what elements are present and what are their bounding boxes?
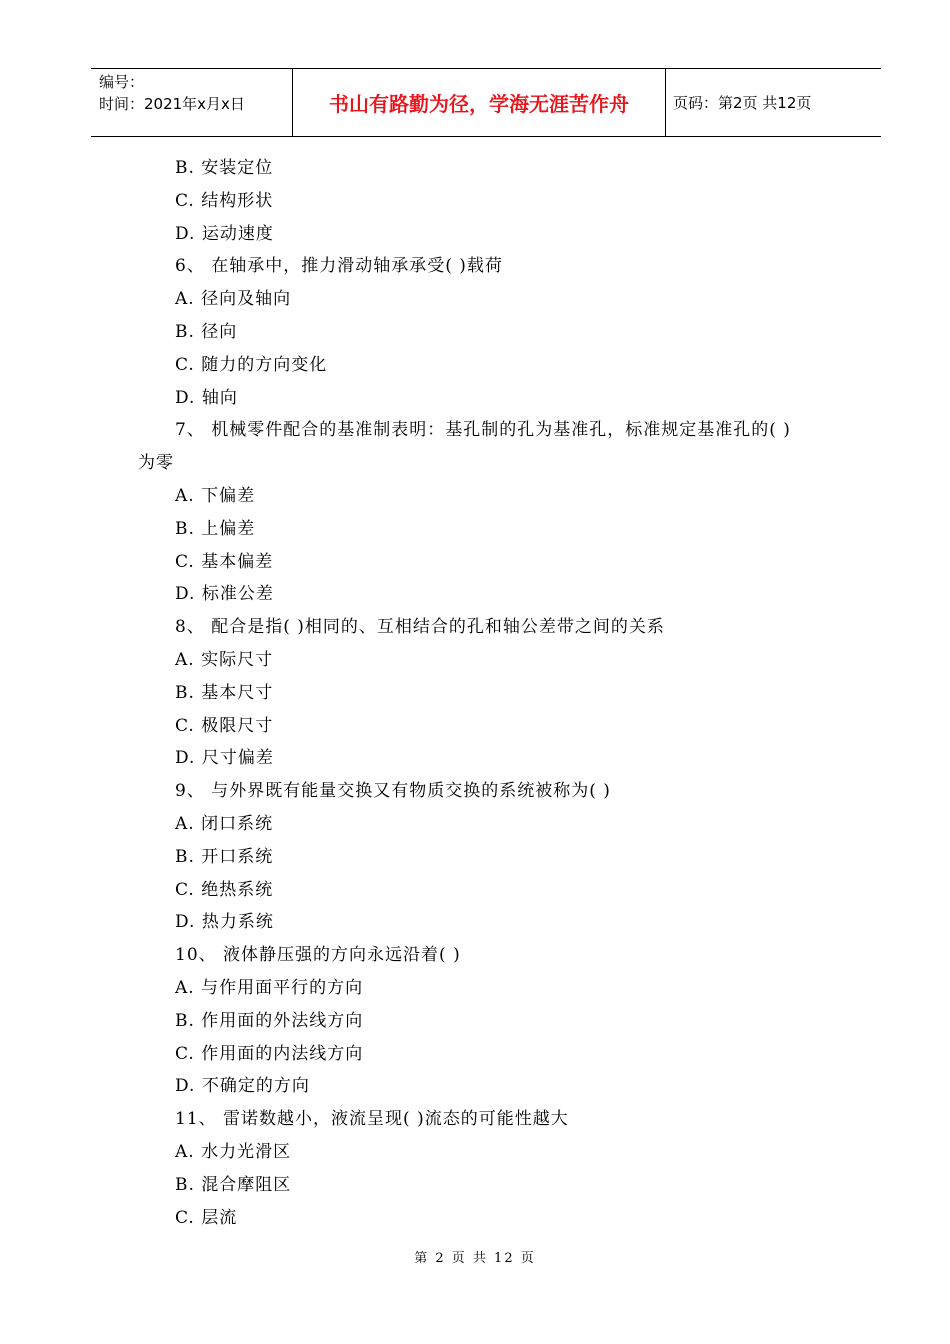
answer-option: B. 径向 xyxy=(175,322,238,342)
header-motto: 书山有路勤为径，学海无涯苦作舟 xyxy=(329,92,629,116)
answer-option: A. 与作用面平行的方向 xyxy=(175,978,364,998)
answer-option: D. 尺寸偏差 xyxy=(175,748,274,769)
answer-option: B. 混合摩阻区 xyxy=(175,1174,292,1195)
answer-option: A. 水力光滑区 xyxy=(175,1142,292,1162)
number-label: 编号： xyxy=(99,73,145,91)
question-text: 6、 在轴承中，推力滑动轴承承受( )载荷 xyxy=(175,256,503,277)
answer-option: C. 层流 xyxy=(175,1207,238,1228)
question-continuation: 为零 xyxy=(138,453,174,474)
question-text: 11、 雷诺数越小，液流呈现( )流态的可能性越大 xyxy=(175,1109,569,1130)
answer-option: B. 安装定位 xyxy=(175,158,274,178)
answer-option: C. 作用面的内法线方向 xyxy=(175,1043,364,1064)
answer-option: B. 作用面的外法线方向 xyxy=(175,1010,364,1031)
answer-option: D. 轴向 xyxy=(175,387,238,408)
answer-option: D. 标准公差 xyxy=(175,584,274,605)
page-footer: 第 2 页 共 12 页 xyxy=(414,1251,536,1266)
answer-option: B. 上偏差 xyxy=(175,518,256,539)
answer-option: D. 热力系统 xyxy=(175,912,274,933)
answer-option: D. 不确定的方向 xyxy=(175,1076,310,1097)
answer-option: C. 绝热系统 xyxy=(175,879,274,900)
answer-option: C. 极限尺寸 xyxy=(175,715,274,736)
answer-option: B. 开口系统 xyxy=(175,846,274,867)
answer-option: A. 下偏差 xyxy=(175,486,256,506)
answer-option: C. 随力的方向变化 xyxy=(175,354,328,375)
answer-option: C. 基本偏差 xyxy=(175,551,274,572)
answer-option: C. 结构形状 xyxy=(175,190,274,211)
header-divider xyxy=(665,69,666,136)
page-header xyxy=(91,68,881,137)
header-page-info: 页码：第2页 共12页 xyxy=(673,94,812,112)
answer-option: A. 径向及轴向 xyxy=(175,289,292,310)
question-text: 7、 机械零件配合的基准制表明：基孔制的孔为基准孔，标准规定基准孔的( ) xyxy=(175,420,791,441)
question-text: 8、 配合是指( )相同的、互相结合的孔和轴公差带之间的关系 xyxy=(175,617,665,638)
question-text: 10、 液体静压强的方向永远沿着( ) xyxy=(175,945,461,966)
header-meta xyxy=(99,71,289,115)
time-label: 时间：2021年x月x日 xyxy=(99,95,245,113)
answer-option: B. 基本尺寸 xyxy=(175,682,274,703)
answer-option: A. 闭口系统 xyxy=(175,814,274,834)
question-text: 9、 与外界既有能量交换又有物质交换的系统被称为( ) xyxy=(175,781,611,802)
answer-option: D. 运动速度 xyxy=(175,223,274,244)
answer-option: A. 实际尺寸 xyxy=(175,650,274,670)
